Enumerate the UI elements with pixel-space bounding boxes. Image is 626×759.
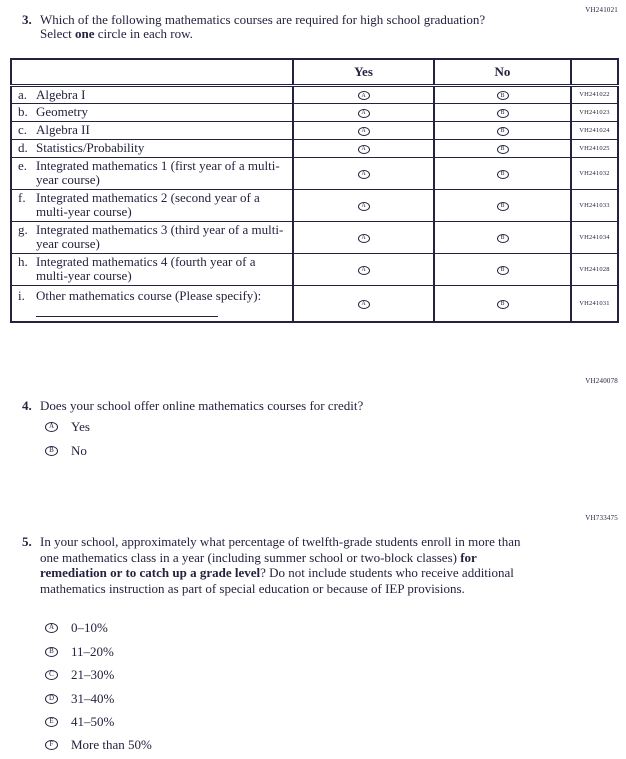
answer-circle[interactable]: B bbox=[45, 647, 58, 657]
question-5-text-part2: ? Do not include students who receive additional mathematics instruction as part of special education or because of IEP provisions. bbox=[40, 565, 514, 596]
no-option-circle[interactable]: B bbox=[497, 170, 509, 179]
option-label: 11–20% bbox=[71, 644, 114, 659]
table-row bbox=[11, 253, 618, 285]
column-header-yes: Yes bbox=[293, 59, 434, 85]
no-option-circle[interactable]: B bbox=[497, 234, 509, 243]
q5-option-11-20 bbox=[45, 644, 114, 659]
table-row bbox=[11, 139, 618, 157]
header-code-empty bbox=[571, 59, 618, 85]
row-letter: b. bbox=[18, 104, 28, 119]
table-row bbox=[11, 285, 618, 322]
question-3-text-part1: Which of the following mathematics courses are required for high school graduation? Select bbox=[40, 12, 486, 41]
course-label bbox=[12, 289, 292, 317]
q5-option-more-50 bbox=[45, 737, 152, 752]
course-label bbox=[12, 255, 292, 283]
row-code: VH241023 bbox=[571, 103, 618, 121]
q4-option-no bbox=[45, 443, 87, 458]
row-code: VH241022 bbox=[571, 85, 618, 103]
no-option-circle[interactable]: B bbox=[497, 145, 509, 154]
column-header-no: No bbox=[434, 59, 571, 85]
option-label: Yes bbox=[71, 419, 90, 434]
question-4-number: 4. bbox=[22, 398, 32, 413]
question-3-text bbox=[22, 13, 497, 41]
q5-option-21-30 bbox=[45, 667, 114, 682]
course-name: Integrated mathematics 1 (first year of a multi-year course) bbox=[36, 158, 280, 187]
answer-circle[interactable]: A bbox=[45, 422, 58, 432]
write-in-blank[interactable] bbox=[36, 304, 218, 317]
table-row bbox=[11, 221, 618, 253]
course-label bbox=[12, 223, 292, 251]
course-label bbox=[12, 123, 292, 137]
yes-option-circle[interactable]: A bbox=[358, 109, 370, 118]
question-5-text-bold: for remediation or to catch up a grade level bbox=[40, 549, 477, 580]
answer-circle[interactable]: B bbox=[45, 446, 58, 456]
row-letter: e. bbox=[18, 158, 28, 173]
course-name: Geometry bbox=[36, 104, 88, 119]
option-label: 41–50% bbox=[71, 714, 115, 729]
course-label bbox=[12, 191, 292, 219]
table-row bbox=[11, 85, 618, 103]
question-3-text-bold: one bbox=[75, 26, 95, 41]
course-name: Integrated mathematics 2 (second year of a multi-year course) bbox=[36, 190, 260, 219]
q5-option-31-40 bbox=[45, 691, 114, 706]
no-option-circle[interactable]: B bbox=[497, 127, 509, 136]
no-option-circle[interactable]: B bbox=[497, 300, 509, 309]
row-letter: g. bbox=[18, 222, 28, 237]
course-name: Integrated mathematics 4 (fourth year of a multi-year course) bbox=[36, 254, 256, 283]
table-row bbox=[11, 103, 618, 121]
course-name: Other mathematics course (Please specify): bbox=[36, 288, 262, 304]
table-row bbox=[11, 157, 618, 189]
question-4-text: Does your school offer online mathematics courses for credit? bbox=[40, 398, 364, 413]
answer-circle[interactable]: C bbox=[45, 670, 58, 680]
row-letter: c. bbox=[18, 122, 28, 137]
row-letter: h. bbox=[18, 254, 28, 269]
yes-option-circle[interactable]: A bbox=[358, 300, 370, 309]
row-letter: f. bbox=[18, 190, 26, 205]
no-option-circle[interactable]: B bbox=[497, 202, 509, 211]
q5-option-41-50 bbox=[45, 714, 114, 729]
course-label bbox=[12, 88, 292, 102]
course-name: Algebra I bbox=[36, 86, 86, 102]
answer-circle[interactable]: A bbox=[45, 623, 58, 633]
row-letter: i. bbox=[18, 288, 25, 304]
answer-circle[interactable]: F bbox=[45, 740, 58, 750]
row-code: VH241025 bbox=[571, 139, 618, 157]
q4-option-yes bbox=[45, 419, 90, 434]
answer-circle[interactable]: D bbox=[45, 694, 58, 704]
q3-response-table bbox=[10, 58, 619, 323]
table-header-row bbox=[11, 59, 618, 85]
question-5-number: 5. bbox=[22, 534, 32, 549]
question-3-number: 3. bbox=[22, 12, 32, 27]
header-empty bbox=[11, 59, 293, 85]
row-code: VH241028 bbox=[571, 253, 618, 285]
yes-option-circle[interactable]: A bbox=[358, 234, 370, 243]
item-code-q5: VH733475 bbox=[585, 514, 618, 522]
row-code: VH241032 bbox=[571, 157, 618, 189]
answer-circle[interactable]: E bbox=[45, 717, 58, 727]
row-code: VH241034 bbox=[571, 221, 618, 253]
course-label bbox=[12, 105, 292, 119]
course-label bbox=[12, 159, 292, 187]
option-label: 0–10% bbox=[71, 620, 108, 635]
yes-option-circle[interactable]: A bbox=[358, 202, 370, 211]
question-5-text-part1: In your school, approximately what percentage of twelfth-grade students enroll in more than one mathematics class in a year (including summer school or two-block classes) bbox=[40, 534, 521, 565]
table-row bbox=[11, 121, 618, 139]
course-name: Algebra II bbox=[36, 122, 90, 137]
question-3 bbox=[22, 13, 497, 41]
course-name: Statistics/Probability bbox=[36, 140, 145, 155]
no-option-circle[interactable]: B bbox=[497, 109, 509, 118]
item-code-q4: VH240078 bbox=[585, 377, 618, 385]
row-letter: a. bbox=[18, 86, 28, 102]
question-5 bbox=[22, 534, 529, 596]
question-4 bbox=[22, 398, 592, 414]
row-code: VH241031 bbox=[571, 285, 618, 322]
option-label: 21–30% bbox=[71, 667, 115, 682]
yes-option-circle[interactable]: A bbox=[358, 266, 370, 275]
item-code-q3: VH241021 bbox=[585, 6, 618, 14]
yes-option-circle[interactable]: A bbox=[358, 127, 370, 136]
row-letter: d. bbox=[18, 140, 28, 155]
row-code: VH241024 bbox=[571, 121, 618, 139]
row-code: VH241033 bbox=[571, 189, 618, 221]
course-name: Integrated mathematics 3 (third year of a multi-year course) bbox=[36, 222, 284, 251]
yes-option-circle[interactable]: A bbox=[358, 145, 370, 154]
course-label bbox=[12, 141, 292, 155]
no-option-circle[interactable]: B bbox=[497, 266, 509, 275]
yes-option-circle[interactable]: A bbox=[358, 91, 370, 100]
option-label: 31–40% bbox=[71, 691, 115, 706]
q5-option-0-10 bbox=[45, 620, 108, 635]
table-row bbox=[11, 189, 618, 221]
option-label: No bbox=[71, 443, 87, 458]
no-option-circle[interactable]: B bbox=[497, 91, 509, 100]
yes-option-circle[interactable]: A bbox=[358, 170, 370, 179]
option-label: More than 50% bbox=[71, 737, 152, 752]
question-3-text-part2: circle in each row. bbox=[94, 26, 193, 41]
question-5-text bbox=[22, 534, 529, 596]
